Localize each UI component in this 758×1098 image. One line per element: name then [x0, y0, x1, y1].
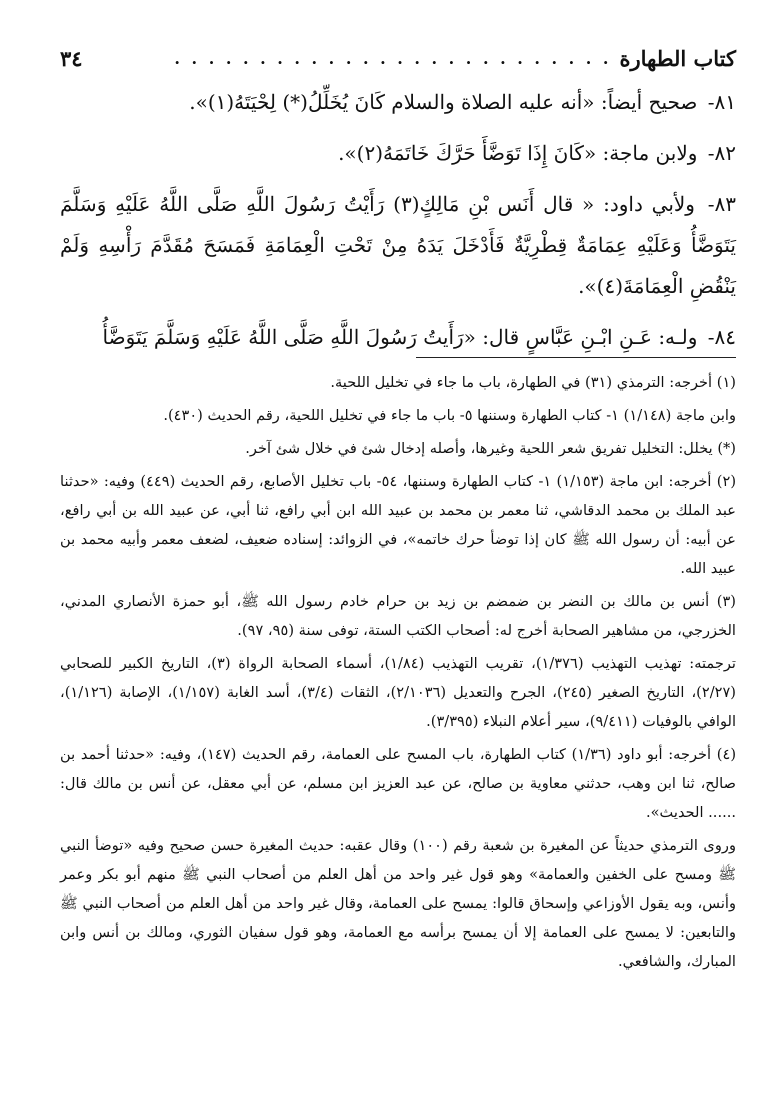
hadith-number: ٨٣-	[707, 192, 736, 216]
running-header	[60, 38, 736, 78]
hadith-81	[60, 82, 736, 123]
footnote-divider	[416, 357, 736, 358]
footnotes	[60, 368, 736, 980]
hadith-text: ولابن ماجة: «كَانَ إِذَا تَوَضَّأَ حَرَّكَ خَاتَمَهُ(٢)».	[338, 141, 698, 165]
page-number: ٣٤	[60, 45, 83, 71]
hadith-text: صحيح أيضاً: «أنه عليه الصلاة والسلام كَانَ يُخَلِّلُ(*) لِحْيَتَهُ(١)».	[189, 90, 698, 114]
hadith-list	[60, 82, 736, 368]
footnote: وروى الترمذي حديثاً عن المغيرة بن شعبة رقم (١٠٠) وقال عقبه: حديث المغيرة حسن صحيح وفيه «توضأ النبي ﷺ ومسح على الخفين والعمامة» وهو قول غير واحد من أهل العلم من أصحاب النبي ﷺ منهم أبو بكر وعمر وأنس، وبه يقول الأوزاعي وإسحاق قالوا: يمسح على العمامة، وقال غير واحد من أهل العلم من أصحاب النبي ﷺ والتابعين: لا يمسح على العمامة إلا أن يمسح برأسه مع العمامة، وهو قول سفيان الثوري، ومالك بن أنس وابن المبارك، والشافعي.	[60, 837, 736, 970]
hadith-number: ٨٤-	[707, 325, 736, 349]
footnote: ترجمته: تهذيب التهذيب (١/٣٧٦)، تقريب التهذيب (١/٨٤)، أسماء الصحابة الرواة (٣)، التاريخ الكبير للصحابي (٢/٢٧)، التاريخ الصغير (٢٤٥)، الجرح والتعديل (٢/١٠٣٦)، الثقات (٣/٤)، أسد الغابة (١/١٥٧)، الإصابة (١/١٢٦)، الوافي بالوفيات (٩/٤١١)، سير أعلام النبلاء (٣/٣٩٥).	[60, 655, 736, 730]
chapter-title: كتاب الطهارة	[619, 45, 736, 71]
book-page	[60, 0, 736, 1098]
footnote: (٣) أنس بن مالك بن النضر بن ضمضم بن زيد بن حرام خادم رسول الله ﷺ، أبو حمزة الأنصاري المدني، الخزرجي، من مشاهير الصحابة أخرج له: أصحاب الكتب الستة، توفى سنة (٩٥، ٩٧).	[60, 593, 736, 639]
footnote: (٢) أخرجه: ابن ماجة (١/١٥٣) ١- كتاب الطهارة وسننها، ٥٤- باب تخليل الأصابع، رقم الحديث (٤٤٩) وفيه: «حدثنا عبد الملك بن محمد الدقاشي، ثنا معمر بن محمد بن عبيد الله ابن أبي رافع، ثنا أبي، عن عبيد الله بن أبي رافع، عن أبيه: أن رسول الله ﷺ كان إذا توضأ حرك خاتمه»، في الزوائد: إسناده ضعيف، لضعف معمر وأبيه محمد بن عبيد الله.	[60, 473, 737, 577]
hadith-text: ولأبي داود: « قال أَنَس بْنِ مَالِكٍ(٣) رَأَيْتُ رَسُولَ اللَّهِ صَلَّى اللَّهُ عَلَيْهِ وَسَلَّمَ يَتَوَضَّأُ وَعَلَيْهِ عِمَامَةٌ قِطْرِيَّةٌ فَأَدْخَلَ يَدَهُ مِنْ تَحْتِ الْعِمَامَةِ فَمَسَحَ مُقَدَّمَ رَأْسِهِ وَلَمْ يَنْقُضِ الْعِمَامَةَ(٤)».	[60, 192, 736, 298]
hadith-number: ٨٢-	[707, 141, 736, 165]
footnote: (١) أخرجه: الترمذي (٣١) في الطهارة، باب ما جاء في تخليل اللحية.	[330, 374, 736, 391]
header-dots: . . . . . . . . . . . . . . . . . . . . . . . . . .	[174, 48, 612, 68]
footnote: (*) يخلل: التخليل تفريق شعر اللحية وغيرها، وأصله إدخال شئ في خلال شئ آخر.	[245, 440, 736, 457]
hadith-83	[60, 184, 736, 307]
footnote: (٤) أخرجه: أبو داود (١/٣٦) كتاب الطهارة، باب المسح على العمامة، رقم الحديث (١٤٧)، وفيه: «حدثنا أحمد بن صالح، ثنا ابن وهب، حدثني معاوية بن صالح، عن عبد العزيز ابن مسلم، عن أبي معقل، عن أنس بن مالك قال: ...... الحديث».	[60, 746, 737, 821]
hadith-text: ولـه: عَـنِ ابْـنِ عَبَّاسٍ قال: «رَأَيتُ رَسُولَ اللَّهِ صَلَّى اللَّهُ عَلَيْهِ وَسَلَّمَ يَتَوَضَّأُ	[102, 325, 698, 349]
hadith-84	[60, 317, 736, 358]
footnote: وابن ماجة (١/١٤٨) ١- كتاب الطهارة وسننها ٥- باب ما جاء في تخليل اللحية، رقم الحديث (٤٣٠).	[163, 407, 736, 424]
hadith-number: ٨١-	[707, 90, 736, 114]
hadith-82	[60, 133, 736, 174]
